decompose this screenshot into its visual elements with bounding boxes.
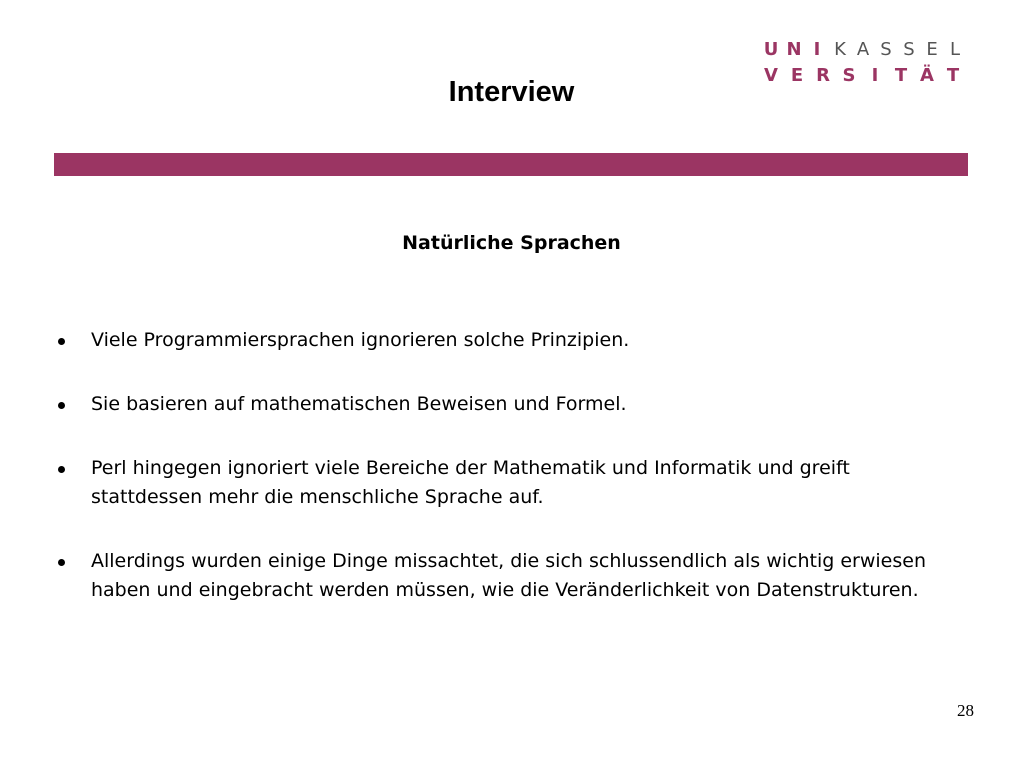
bullet-text: Viele Programmiersprachen ignorieren solche Prinzipien. xyxy=(91,329,630,351)
bullet-item xyxy=(56,326,966,355)
logo-letter-s-2: S xyxy=(903,39,915,60)
logo-letter-a-umlaut: Ä xyxy=(920,65,934,86)
logo-letter-t-1: T xyxy=(894,65,908,86)
accent-bar xyxy=(54,153,968,176)
bullet-text: Sie basieren auf mathematischen Beweisen und Formel. xyxy=(91,393,627,415)
logo-letter-i: I xyxy=(813,39,821,60)
bullet-dot-icon xyxy=(58,559,65,566)
bullet-text: Allerdings wurden einige Dinge missachtet, die sich schlussendlich als wichtig erwiesen haben und eingebracht werden müssen, wie die Veränderlichkeit von Datenstrukturen. xyxy=(91,550,926,601)
logo-letter-s-3: S xyxy=(842,65,856,86)
slide-title: Interview xyxy=(448,76,575,108)
bullet-list xyxy=(56,326,966,605)
bullet-text: Perl hingegen ignoriert viele Bereiche der Mathematik und Informatik und greift stattdessen mehr die menschliche Sprache auf. xyxy=(91,457,850,508)
slide-subtitle: Natürliche Sprachen xyxy=(402,232,621,254)
bullet-dot-icon xyxy=(58,338,65,345)
logo-letter-s-1: S xyxy=(880,39,892,60)
logo-letter-i-2: I xyxy=(871,65,879,86)
logo-letter-n: N xyxy=(786,39,802,60)
logo-letter-e-2: E xyxy=(790,65,804,86)
logo-letter-e: E xyxy=(926,39,938,60)
bullet-item xyxy=(56,454,966,512)
logo-letter-t-2: T xyxy=(946,65,960,86)
logo-letter-k: K xyxy=(834,39,846,60)
logo-letter-a: A xyxy=(856,39,870,60)
logo-letter-v: V xyxy=(764,65,778,86)
bullet-item xyxy=(56,547,966,605)
bullet-item xyxy=(56,390,966,419)
logo-top-row xyxy=(762,41,972,63)
bullet-dot-icon xyxy=(58,402,65,409)
logo-letter-r: R xyxy=(816,65,830,86)
bullet-dot-icon xyxy=(58,466,65,473)
logo-letter-l: L xyxy=(949,39,961,60)
logo-letter-u: U xyxy=(763,39,779,60)
page-number: 28 xyxy=(957,701,974,720)
